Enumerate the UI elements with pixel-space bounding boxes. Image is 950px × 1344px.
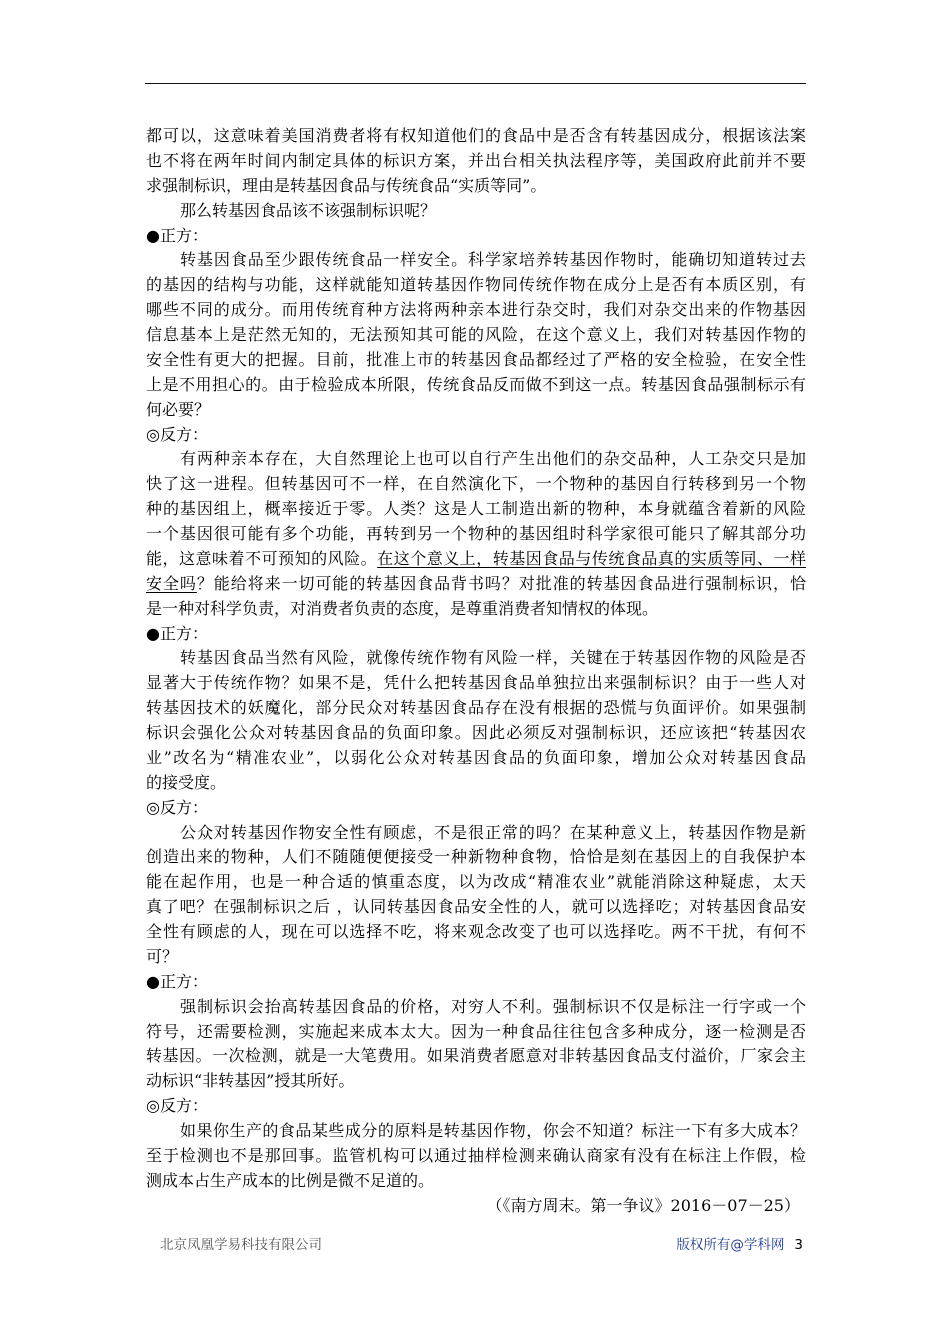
paragraph-line: 强制标识会抬高转基因食品的价格，对穷人不利。强制标识不仅是标注一行字或一个 <box>180 996 806 1016</box>
paragraph-line: 转基因技术的妖魔化，部分民众对转基因食品存在没有根据的恐慌与负面评价。如果强制 <box>146 698 806 718</box>
underlined-text: 安全吗 <box>146 573 197 593</box>
paragraph-line: 显著大于传统作物？如果不是，凭什么把转基因食品单独拉出来强制标识？由于一些人对 <box>146 673 806 693</box>
underlined-text: 在这个意义上，转基因食品与传统食品真的实质等同、一样 <box>377 548 806 568</box>
speaker-label: ◎反方： <box>146 424 208 444</box>
paragraph-line: 转基因。一次检测，就是一大笔费用。如果消费者愿意对非转基因食品支付溢价，厂家会主 <box>146 1046 806 1066</box>
paragraph-line: 有两种亲本存在，大自然理论上也可以自行产生出他们的杂交品种，人工杂交只是加 <box>180 449 806 469</box>
plain-text: 能，这意味着不可预知的风险。 <box>146 548 378 568</box>
paragraph-line: 种的基因组上，概率接近于零。人类？这是人工制造出新的物种，本身就蕴含着新的风险 <box>146 499 806 519</box>
paragraph-line: 安全性有更大的把握。目前，批准上市的转基因食品都经过了严格的安全检验，在安全性 <box>146 349 806 369</box>
paragraph-line: 全性有顾虑的人，现在可以选择不吃，将来观念改变了也可以选择吃。两不干扰，有何不 <box>146 922 806 941</box>
paragraph-line: 的接受度。 <box>146 772 227 792</box>
footer-right <box>676 1236 803 1254</box>
plain-text: ？能给将来一切可能的转基因食品背书吗？对批准的转基因食品进行强制标识，恰 <box>196 573 806 593</box>
paragraph-line <box>146 547 806 572</box>
paragraph-line: 的基因的结构与功能，这样就能知道转基因作物同传统作物在成分上是否有本质区别，有 <box>146 275 806 295</box>
paragraph-line: 如果你生产的食品某些成分的原料是转基因作物，你会不知道？标注一下有多大成本？ <box>180 1121 806 1140</box>
paragraph-line: 测成本占生产成本的比例是微不足道的。 <box>146 1170 435 1190</box>
paragraph-line: 也不将在两年时间内制定具体的标识方案，并出台相关执法程序等，美国政府此前并不要 <box>146 150 806 170</box>
speaker-label: ●正方： <box>146 971 208 991</box>
paragraph-line: 都可以，这意味着美国消费者将有权知道他们的食品中是否含有转基因成分，根据该法案 <box>146 126 806 145</box>
paragraph-line: 哪些不同的成分。而用传统育种方法将两种亲本进行杂交时，我们对杂交出来的作物基因 <box>146 300 806 320</box>
paragraph-line: 标识会强化公众对转基因食品的负面印象。因此必须反对强制标识，还应该把“转基因农 <box>146 723 806 742</box>
question-line: 那么转基因食品该不该强制标识呢？ <box>180 200 437 220</box>
paragraph-line: 真了吧？在强制标识之后 ，认同转基因食品安全性的人，就可以选择吃；对转基因食品安 <box>146 897 806 917</box>
paragraph-line: 符号，还需要检测，实施起来成本太大。因为一种食品往往包含多种成分，逐一检测是否 <box>146 1021 806 1041</box>
source-citation: （《南方周末。第一争议》2016－07－25） <box>486 1195 800 1215</box>
paragraph-line: 转基因食品至少跟传统食品一样安全。科学家培养转基因作物时，能确切知道转过去 <box>180 250 806 270</box>
paragraph-line: 公众对转基因作物安全性有顾虑，不是很正常的吗？在某种意义上，转基因作物是新 <box>180 822 806 842</box>
speaker-label: ●正方： <box>146 623 208 643</box>
page-number: 3 <box>794 1237 803 1253</box>
paragraph-line: 可？ <box>146 946 179 966</box>
paragraph-line: 一个基因很可能有多个功能，再转到另一个物种的基因组时科学家很可能只了解其部分功 <box>146 524 806 543</box>
paragraph-line: 求强制标识，理由是转基因食品与传统食品“实质等同”。 <box>146 175 547 195</box>
speaker-label: ●正方： <box>146 225 208 245</box>
paragraph-line <box>146 572 806 597</box>
paragraph-line: 能在起作用，也是一种合适的慎重态度，以为改成“精准农业”就能消除这种疑虑，太天 <box>146 872 806 892</box>
paragraph-line: 创造出来的物种，人们不随随便便接受一种新物种食物，恰恰是刻在基因上的自我保护本 <box>146 847 806 867</box>
footer-copyright: 版权所有@学科网 <box>676 1237 785 1253</box>
paragraph-line: 动标识“非转基因”授其所好。 <box>146 1071 355 1091</box>
paragraph-line: 转基因食品当然有风险，就像传统作物有风险一样，关键在于转基因作物的风险是否 <box>180 648 806 668</box>
paragraph-line: 何必要？ <box>146 399 211 419</box>
paragraph-line: 是一种对科学负责，对消费者负责的态度，是尊重消费者知情权的体现。 <box>146 598 659 618</box>
speaker-label: ◎反方： <box>146 1096 208 1116</box>
footer-company: 北京凤凰学易科技有限公司 <box>160 1237 322 1253</box>
document-body <box>146 124 806 1219</box>
paragraph-line: 快了这一进程。但转基因可不一样，在自然演化下，一个物种的基因自行转移到另一个物 <box>146 474 806 494</box>
paragraph-line: 业”改名为“精准农业”，以弱化公众对转基因食品的负面印象，增加公众对转基因食品 <box>146 747 806 767</box>
speaker-label: ◎反方： <box>146 797 208 817</box>
paragraph-line: 至于检测也不是那回事。监管机构可以通过抽样检测来确认商家有没有在标注上作假，检 <box>146 1145 806 1165</box>
paragraph-line: 信息基本上是茫然无知的，无法预知其可能的风险，在这个意义上，我们对转基因作物的 <box>146 325 806 344</box>
paragraph-line: 上是不用担心的。由于检验成本所限，传统食品反而做不到这一点。转基因食品强制标示有 <box>146 374 806 394</box>
header-rule <box>145 83 806 84</box>
